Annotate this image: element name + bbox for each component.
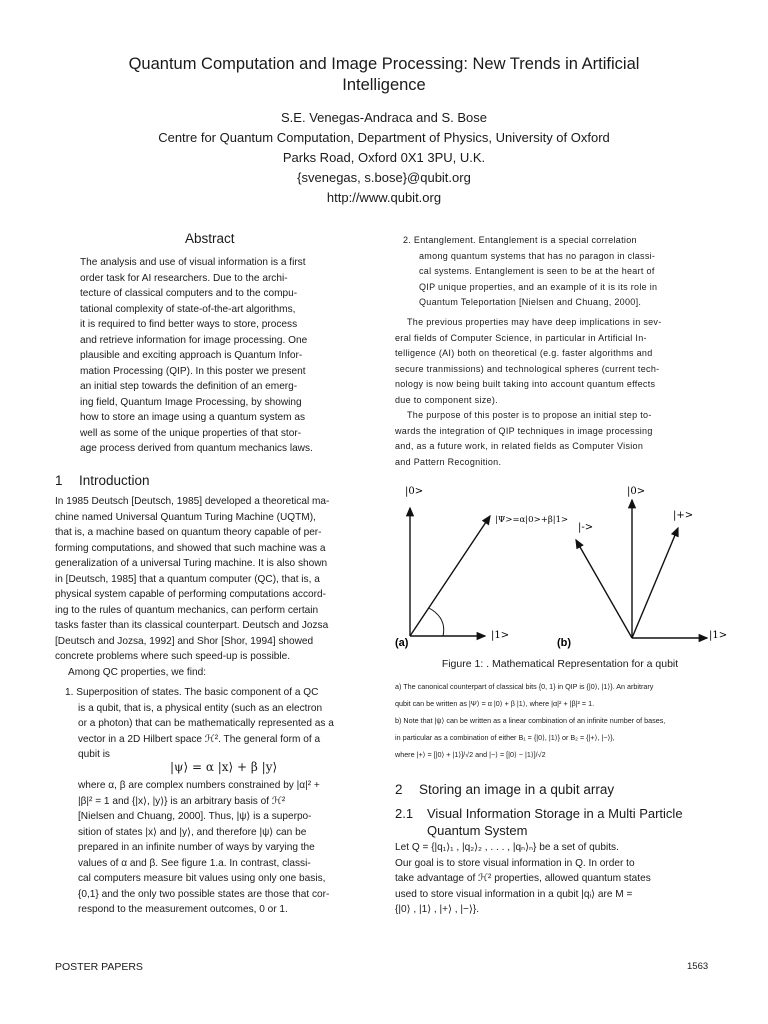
body-line: and Pattern Recognition. bbox=[395, 456, 502, 467]
list-line: Quantum Teleportation [Nielsen and Chuang, 2000]. bbox=[419, 297, 642, 307]
abstract-heading: Abstract bbox=[185, 231, 235, 246]
section-number: 2 bbox=[395, 782, 403, 797]
address: Parks Road, Oxford 0X1 3PU, U.K. bbox=[282, 150, 486, 165]
body-line: ing to the rules of quantum mechanics, can perform certain bbox=[55, 604, 319, 616]
body-line: and, as a future work, in related fields as Computer Vision bbox=[395, 441, 644, 451]
panel-label-b: (b) bbox=[557, 637, 572, 649]
list-line: is a qubit, that is, a physical entity (such as an electron bbox=[78, 702, 323, 714]
list-line: or a photon) that can be mathematically represented as a bbox=[78, 718, 334, 729]
figure-note-line: qubit can be written as |Ψ⟩ = α |0⟩ + β |1⟩, where |α|² + |β|² = 1. bbox=[395, 699, 595, 708]
paragraph-purpose bbox=[395, 408, 715, 470]
subsection-title-line-1: Visual Information Storage in a Multi Particle bbox=[427, 806, 683, 821]
section-2-body bbox=[395, 840, 715, 918]
affiliation: Centre for Quantum Computation, Department of Physics, University of Oxford bbox=[158, 130, 610, 145]
abstract-line: order task for AI researchers. Due to the archi- bbox=[80, 272, 288, 284]
body-line: chine named Universal Quantum Turing Machine (UQTM), bbox=[55, 511, 316, 523]
section-number: 1 bbox=[55, 473, 63, 488]
body-line: Let Q = {|q₁⟩₁ , |q₂⟩₂ , . . . , |qₙ⟩ₙ} be a set of qubits. bbox=[395, 842, 619, 853]
figure-notes bbox=[395, 678, 725, 763]
abstract-line: plausible and exciting approach is Quantum Infor- bbox=[80, 350, 303, 361]
body-line: take advantage of ℋ² properties, allowed quantum states bbox=[395, 873, 651, 884]
body-line: Among QC properties, we find: bbox=[68, 666, 207, 678]
psi-vector bbox=[410, 516, 490, 636]
body-line: nology is now being built taking into account quantum effects bbox=[395, 379, 656, 389]
subsection-title-line-2: Quantum System bbox=[427, 823, 528, 838]
body-line: concrete problems where such speed-up is possible. bbox=[55, 651, 291, 662]
list-line: sition of states |x⟩ and |y⟩, and therefore |ψ⟩ can be bbox=[78, 826, 307, 838]
section-1-body bbox=[55, 494, 375, 680]
body-line: due to component size). bbox=[395, 394, 498, 405]
section-title: Storing an image in a qubit array bbox=[419, 782, 615, 797]
body-line: The previous properties may have deep implications in sev- bbox=[407, 317, 662, 327]
label-psi: |Ψ>=α|0>+β|1> bbox=[495, 515, 569, 525]
list-line: respond to the measurement outcomes, 0 or 1. bbox=[78, 904, 288, 915]
abstract-line: an initial step towards the definition of an emerg- bbox=[80, 381, 298, 392]
body-line: wards the integration of QIP techniques in image processing bbox=[395, 425, 653, 436]
body-line: physical system capable of performing computations accord- bbox=[55, 589, 326, 600]
website-link[interactable]: http://www.qubit.org bbox=[326, 190, 442, 205]
section-1-heading bbox=[55, 473, 150, 488]
body-line: [Deutsch and Jozsa, 1992] and Shor [Shor, 1994] showed bbox=[55, 635, 314, 647]
list-line: prepared in an infinite number of ways by varying the bbox=[78, 842, 315, 853]
section-2-heading bbox=[395, 782, 614, 797]
author-block bbox=[60, 108, 708, 208]
figure-note-line: where |+⟩ = [|0⟩ + |1⟩]/√2 and |−⟩ = [|0⟩ − |1⟩]/√2 bbox=[395, 750, 546, 759]
page-number: 1563 bbox=[687, 961, 709, 972]
list-line: values of α and β. See figure 1.a. In contrast, classi- bbox=[78, 857, 311, 869]
authors: S.E. Venegas-Andraca and S. Bose bbox=[281, 110, 487, 125]
paragraph-implications bbox=[395, 315, 715, 408]
list-line: {0,1} and the only two possible states are those that cor- bbox=[78, 888, 330, 900]
footer-label: POSTER PAPERS bbox=[55, 961, 143, 973]
body-line: forming computations, and showed that such machine was a bbox=[55, 542, 326, 554]
minus-vector bbox=[576, 540, 632, 638]
label-ket-0-b: |0> bbox=[627, 486, 646, 497]
abstract-line: ing field, Quantum Image Processing, by showing bbox=[80, 396, 302, 408]
list-line: cal systems. Entanglement is seen to be at the heart of bbox=[419, 266, 655, 276]
figure-note-line: a) The canonical counterpart of classical bits {0, 1} in QIP is {|0⟩, |1⟩}. An arbitrary bbox=[395, 682, 654, 691]
section-title: Introduction bbox=[79, 473, 150, 488]
paper-title bbox=[60, 54, 708, 96]
abstract-line: The analysis and use of visual information is a first bbox=[80, 257, 306, 268]
list-line: qubit is bbox=[78, 749, 110, 760]
list-line: where α, β are complex numbers constrained by |α|² + bbox=[78, 780, 320, 791]
list-line: [Nielsen and Chuang, 2000]. Thus, |ψ⟩ is a superpo- bbox=[78, 811, 312, 822]
body-line: In 1985 Deutsch [Deutsch, 1985] developed a theoretical ma- bbox=[55, 496, 330, 507]
abstract-line: well as some of the unique properties of that stor- bbox=[80, 427, 302, 439]
body-line: tasks faster than its classical counterpart. Deutsch and Jozsa bbox=[55, 620, 329, 631]
list-line: QIP unique properties, and an example of it is its role in bbox=[419, 281, 658, 292]
angle-arc bbox=[429, 608, 444, 636]
abstract-body bbox=[80, 255, 372, 457]
plus-vector bbox=[632, 528, 678, 638]
figure-note-line: in particular as a combination of either B₁ = {|0⟩, |1⟩} or B₂ = {|+⟩, |−⟩}, bbox=[395, 733, 615, 742]
abstract-line: age process derived from quantum mechanics laws. bbox=[80, 443, 313, 454]
body-line: Our goal is to store visual information in Q. In order to bbox=[395, 857, 635, 869]
body-line: eral fields of Computer Science, in particular in Artificial In- bbox=[395, 332, 647, 343]
list-item-superposition bbox=[65, 685, 375, 763]
label-ket-plus: |+> bbox=[673, 510, 694, 521]
list-line: 2. Entanglement. Entanglement is a special correlation bbox=[403, 235, 637, 245]
list-item-entanglement bbox=[395, 233, 715, 311]
paper-title-line-2: Intelligence bbox=[342, 76, 426, 94]
body-line: telligence (AI) both on theoretical (e.g. faster algorithms and bbox=[395, 348, 653, 358]
abstract-line: mation Processing (QIP). In this poster we present bbox=[80, 365, 306, 377]
figure-caption: Figure 1: . Mathematical Representation for a qubit bbox=[441, 658, 679, 670]
qubit-formula: |ψ⟩ = α |x⟩ + β |y⟩ bbox=[170, 760, 278, 774]
abstract-line: tecture of classical computers and to the compu- bbox=[80, 288, 298, 299]
list-line: vector in a 2D Hilbert space ℋ². The general form of a bbox=[78, 733, 321, 745]
subsection-number: 2.1 bbox=[395, 806, 414, 821]
body-line: in [Deutsch, 1985] that a quantum computer (QC), that is, a bbox=[55, 573, 320, 585]
body-line: used to store visual information in a qubit |qᵢ⟩ are M = bbox=[395, 888, 633, 900]
figure-note-line: b) Note that |ψ⟩ can be written as a linear combination of an infinite number of bases, bbox=[395, 716, 666, 725]
label-ket-1-b: |1> bbox=[709, 630, 728, 641]
label-ket-1-a: |1> bbox=[491, 630, 510, 641]
body-line: generalization of a universal Turing machine. It is also shown bbox=[55, 558, 328, 569]
abstract-line: and retrieve information for image processing. One bbox=[80, 334, 308, 346]
paper-title-line-1: Quantum Computation and Image Processing: New Trends in Artificial bbox=[128, 55, 640, 73]
panel-label-a: (a) bbox=[395, 637, 409, 649]
list-item-continuation bbox=[78, 778, 378, 918]
list-line: cal computers measure bit values using only one basis, bbox=[78, 873, 326, 884]
list-line: among quantum systems that has no paragon in classi- bbox=[419, 250, 656, 261]
abstract-line: how to store an image using a quantum system as bbox=[80, 412, 305, 423]
subsection-2-1-heading bbox=[395, 805, 683, 839]
body-line: that is, a machine based on quantum theory capable of per- bbox=[55, 527, 322, 538]
abstract-line: it is required to find better ways to store, process bbox=[80, 319, 298, 330]
label-ket-minus: |-> bbox=[578, 522, 594, 533]
body-line: {|0⟩ , |1⟩ , |+⟩ , |−⟩}. bbox=[395, 904, 480, 915]
figure-1-diagram bbox=[395, 478, 728, 649]
list-line: |β|² = 1 and {|x⟩, |y⟩} is an arbitrary basis of ℋ² bbox=[78, 795, 286, 807]
body-line: secure tranmissions) and technological spheres (current tech- bbox=[395, 363, 660, 374]
email: {svenegas, s.bose}@qubit.org bbox=[297, 170, 471, 185]
body-line: The purpose of this poster is to propose an initial step to- bbox=[407, 410, 652, 420]
label-ket-0-a: |0> bbox=[405, 486, 424, 497]
list-line: 1. Superposition of states. The basic component of a QC bbox=[65, 687, 319, 698]
abstract-line: tational complexity of state-of-the-art algorithms, bbox=[80, 303, 296, 315]
